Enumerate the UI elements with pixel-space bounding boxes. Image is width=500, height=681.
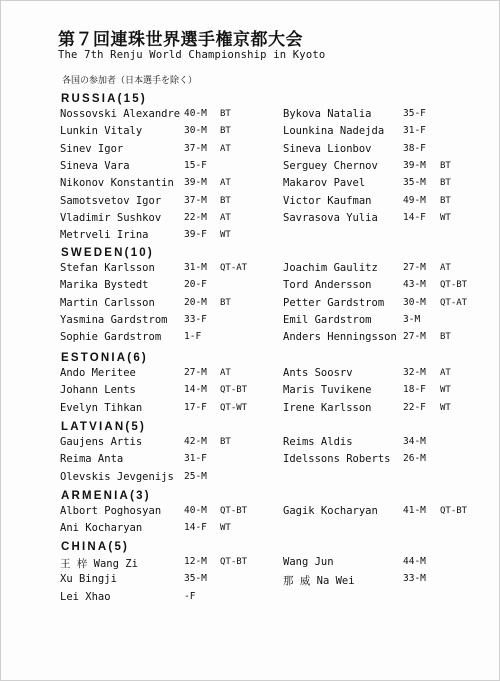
age-sex-right: 3-M bbox=[403, 313, 421, 325]
name-right: Ants Soosrv bbox=[283, 367, 353, 379]
category-left: BT bbox=[220, 437, 231, 447]
category-left: AT bbox=[220, 178, 231, 189]
name-right: Petter Gardstrom bbox=[283, 296, 385, 309]
name-right: Tord Andersson bbox=[283, 279, 372, 292]
name-left: Yasmina Gardstrom bbox=[60, 313, 168, 326]
category-left: AT bbox=[220, 212, 231, 223]
name-left: Johann Lents bbox=[60, 384, 136, 397]
name-right: Serguey Chernov bbox=[283, 159, 378, 172]
age-sex-left: 40-M bbox=[184, 108, 207, 119]
participant-row bbox=[0, 195, 500, 211]
page-title-japanese: 第７回連珠世界選手権京都大会 bbox=[58, 30, 303, 50]
category-right: AT bbox=[440, 263, 451, 273]
category-left: AT bbox=[220, 368, 231, 378]
participant-row bbox=[0, 591, 500, 607]
participant-row bbox=[0, 573, 500, 589]
age-sex-right: 35-M bbox=[403, 177, 426, 189]
name-left: Ani Kocharyan bbox=[60, 522, 143, 535]
name-right: Victor Kaufman bbox=[283, 194, 372, 207]
age-sex-right: 44-M bbox=[403, 556, 426, 567]
category-right: WT bbox=[440, 385, 451, 396]
age-sex-left: 37-M bbox=[184, 142, 207, 154]
category-right: AT bbox=[440, 368, 451, 378]
name-right: Gagik Kocharyan bbox=[283, 505, 378, 517]
participant-row bbox=[0, 177, 500, 193]
name-left: Stefan Karlsson bbox=[60, 262, 155, 274]
age-sex-right: 33-M bbox=[403, 573, 426, 585]
name-right: Wang Jun bbox=[283, 556, 334, 568]
name-right: Anders Henningsson bbox=[283, 331, 397, 344]
name-left: Samotsvetov Igor bbox=[60, 194, 162, 207]
participant-row bbox=[0, 436, 500, 452]
participant-row bbox=[0, 331, 500, 347]
name-left: Nossovski Alexandre bbox=[60, 108, 181, 120]
age-sex-right: 14-F bbox=[403, 211, 426, 223]
category-left: AT bbox=[220, 143, 231, 154]
category-left: QT-AT bbox=[220, 263, 248, 273]
age-sex-right: 22-F bbox=[403, 401, 426, 413]
age-sex-right: 38-F bbox=[403, 142, 426, 154]
country-heading: CHINA(5) bbox=[60, 541, 132, 554]
age-sex-left: 25-M bbox=[184, 470, 207, 482]
age-sex-left: 37-M bbox=[184, 194, 207, 206]
name-left: Sinev Igor bbox=[60, 142, 124, 155]
participant-row bbox=[0, 279, 500, 295]
participant-row bbox=[0, 108, 500, 124]
page-title-english: The 7th Renju World Championship in Kyoto bbox=[58, 49, 326, 61]
category-left: BT bbox=[220, 109, 231, 119]
name-right: Idelssons Roberts bbox=[283, 453, 391, 466]
age-sex-right: 30-M bbox=[403, 296, 426, 308]
age-sex-right: 35-F bbox=[403, 108, 426, 119]
name-left: Xu Bingji bbox=[60, 573, 117, 586]
name-right: 那 威 Na Wei bbox=[283, 575, 355, 588]
name-left: Reima Anta bbox=[60, 453, 124, 466]
age-sex-left: 22-M bbox=[184, 211, 207, 223]
country-heading: SWEDEN(10) bbox=[60, 247, 157, 260]
age-sex-left: 1-F bbox=[184, 331, 202, 343]
name-right: Reims Aldis bbox=[283, 436, 353, 448]
age-sex-left: 40-M bbox=[184, 505, 207, 516]
category-right: WT bbox=[440, 402, 451, 413]
age-sex-left: 20-M bbox=[184, 296, 207, 308]
age-sex-right: 49-M bbox=[403, 194, 426, 206]
name-right: Makarov Pavel bbox=[283, 177, 366, 190]
category-left: BT bbox=[220, 297, 231, 308]
age-sex-right: 26-M bbox=[403, 453, 426, 465]
category-right: BT bbox=[440, 195, 451, 206]
participant-row bbox=[0, 556, 500, 572]
name-left: Gaujens Artis bbox=[60, 436, 143, 448]
name-left: Nikonov Konstantin bbox=[60, 177, 174, 190]
age-sex-right: 32-M bbox=[403, 367, 426, 378]
age-sex-left: 20-F bbox=[184, 279, 207, 291]
category-right: QT-BT bbox=[440, 280, 468, 291]
participant-row bbox=[0, 522, 500, 538]
category-left: WT bbox=[220, 523, 231, 534]
age-sex-left: 39-M bbox=[184, 177, 207, 189]
category-left: BT bbox=[220, 195, 231, 206]
category-right: WT bbox=[440, 212, 451, 223]
category-left: QT-WT bbox=[220, 402, 248, 413]
age-sex-right: 43-M bbox=[403, 279, 426, 291]
participant-row bbox=[0, 471, 500, 487]
country-heading: ESTONIA(6) bbox=[60, 352, 151, 365]
name-right: Bykova Natalia bbox=[283, 108, 372, 120]
name-left: Albort Poghosyan bbox=[60, 505, 162, 517]
participant-row bbox=[0, 314, 500, 330]
name-left: Lunkin Vitaly bbox=[60, 125, 143, 138]
participant-row bbox=[0, 402, 500, 418]
name-left: Martin Carlsson bbox=[60, 296, 155, 309]
participant-row bbox=[0, 453, 500, 469]
age-sex-left: 12-M bbox=[184, 556, 207, 567]
age-sex-left: 33-F bbox=[184, 313, 207, 325]
age-sex-left: 31-F bbox=[184, 453, 207, 465]
participant-row bbox=[0, 297, 500, 313]
name-right: Lounkina Nadejda bbox=[283, 125, 385, 138]
age-sex-right: 27-M bbox=[403, 331, 426, 343]
name-left: Vladimir Sushkov bbox=[60, 211, 162, 224]
age-sex-right: 34-M bbox=[403, 436, 426, 447]
name-right: Maris Tuvikene bbox=[283, 384, 372, 397]
name-left: Evelyn Tihkan bbox=[60, 401, 143, 414]
category-left: BT bbox=[220, 126, 231, 137]
name-left: 王 梓 Wang Zi bbox=[60, 558, 138, 570]
category-left: QT-BT bbox=[220, 557, 248, 567]
age-sex-right: 31-F bbox=[403, 125, 426, 137]
name-left: Metrveli Irina bbox=[60, 229, 149, 242]
name-left: Sophie Gardstrom bbox=[60, 331, 162, 344]
name-left: Lei Xhao bbox=[60, 590, 111, 603]
name-left: Olevskis Jevgenijs bbox=[60, 470, 174, 483]
category-right: QT-AT bbox=[440, 297, 468, 308]
participants-note: 各国の参加者（日本選手を除く） bbox=[62, 76, 198, 86]
category-right: BT bbox=[440, 160, 451, 171]
participant-row bbox=[0, 212, 500, 228]
category-right: BT bbox=[440, 178, 451, 189]
age-sex-left: 35-M bbox=[184, 573, 207, 585]
age-sex-right: 27-M bbox=[403, 262, 426, 273]
age-sex-left: 14-M bbox=[184, 384, 207, 396]
category-right: BT bbox=[440, 332, 451, 343]
participant-row bbox=[0, 160, 500, 176]
name-right: Savrasova Yulia bbox=[283, 211, 378, 224]
country-heading: LATVIAN(5) bbox=[60, 421, 149, 434]
participant-row bbox=[0, 262, 500, 278]
name-left: Ando Meritee bbox=[60, 367, 136, 379]
participant-row bbox=[0, 125, 500, 141]
participant-row bbox=[0, 505, 500, 521]
age-sex-left: 31-M bbox=[184, 262, 207, 273]
age-sex-left: -F bbox=[184, 590, 196, 602]
age-sex-left: 27-M bbox=[184, 367, 207, 378]
country-heading: ARMENIA(3) bbox=[60, 490, 154, 503]
category-left: QT-BT bbox=[220, 506, 248, 516]
category-left: WT bbox=[220, 230, 231, 241]
participant-row bbox=[0, 143, 500, 159]
age-sex-left: 30-M bbox=[184, 125, 207, 137]
participant-row bbox=[0, 229, 500, 245]
age-sex-left: 17-F bbox=[184, 401, 207, 413]
name-left: Marika Bystedt bbox=[60, 279, 149, 292]
age-sex-left: 14-F bbox=[184, 522, 207, 534]
name-right: Emil Gardstrom bbox=[283, 313, 372, 326]
age-sex-left: 42-M bbox=[184, 436, 207, 447]
country-heading: RUSSIA(15) bbox=[60, 93, 150, 106]
age-sex-right: 41-M bbox=[403, 505, 426, 516]
category-right: QT-BT bbox=[440, 506, 468, 516]
name-right: Joachim Gaulitz bbox=[283, 262, 378, 274]
name-right: Irene Karlsson bbox=[283, 401, 372, 414]
name-right: Sineva Lionbov bbox=[283, 142, 372, 155]
age-sex-right: 18-F bbox=[403, 384, 426, 396]
name-left: Sineva Vara bbox=[60, 159, 130, 172]
age-sex-left: 39-F bbox=[184, 229, 207, 241]
participant-row bbox=[0, 384, 500, 400]
category-left: QT-BT bbox=[220, 385, 248, 396]
participant-row bbox=[0, 367, 500, 383]
age-sex-right: 39-M bbox=[403, 159, 426, 171]
age-sex-left: 15-F bbox=[184, 159, 207, 171]
